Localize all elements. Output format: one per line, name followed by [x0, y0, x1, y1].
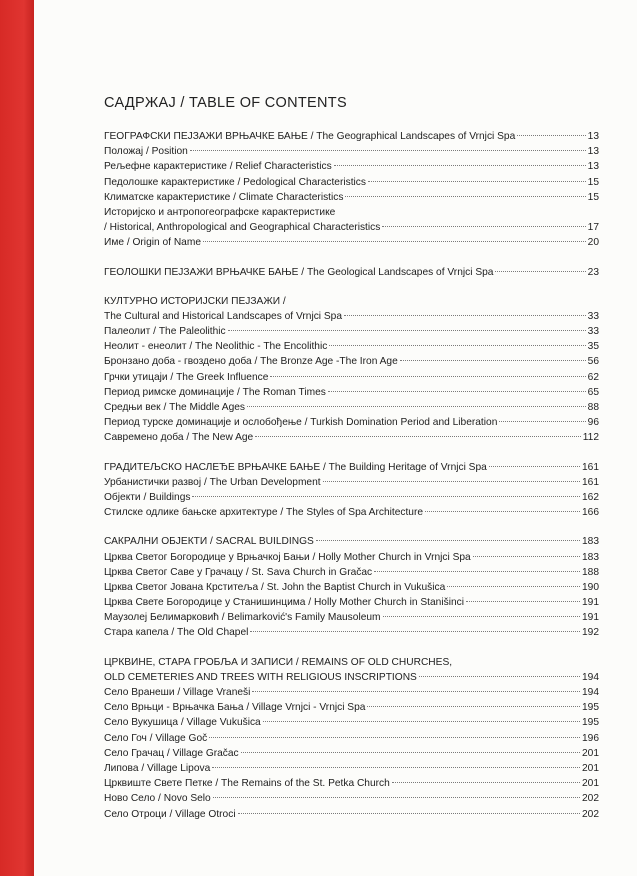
dot-leader	[190, 149, 586, 151]
toc-entry	[104, 776, 599, 791]
toc-entry-title: Стара капела / The Old Chapel	[104, 627, 249, 639]
toc-entry	[104, 354, 599, 369]
toc-entry	[104, 685, 599, 700]
toc-entry	[104, 595, 599, 610]
toc-entry	[104, 144, 599, 159]
toc-entry	[104, 460, 599, 475]
toc-entry-title: Педолошке карактеристике / Pedological Characteristics	[104, 176, 366, 188]
toc-entry	[104, 265, 599, 280]
toc-entry-title: КУЛТУРНО ИСТОРИЈСКИ ПЕЈЗАЖИ /	[104, 295, 286, 307]
dot-leader	[213, 796, 580, 798]
toc-entry-page: 17	[587, 222, 599, 234]
toc-entry-page: 194	[582, 687, 599, 698]
dot-leader	[344, 314, 586, 316]
dot-leader	[228, 329, 586, 331]
toc-entry	[104, 129, 599, 144]
dot-leader	[419, 675, 580, 677]
toc-entry-title: Рељефне карактеристике / Relief Characteristics	[104, 161, 332, 173]
toc-entry-title: Липова / Village Lipova	[104, 762, 211, 774]
toc-entry-page: 183	[582, 536, 599, 548]
dot-leader	[495, 270, 585, 272]
dot-leader	[383, 615, 580, 617]
toc-entry	[104, 190, 599, 205]
toc-entry-title: ЦРКВИНЕ, СТАРА ГРОБЉА И ЗАПИСИ / REMAINS OF OLD CHURCHES,	[104, 656, 453, 668]
toc-entry-title: Црквиште Свете Петке / The Remains of the St. Petka Church	[104, 778, 390, 790]
toc-entry-title: Стилске одлике бањске архитектуре / The Styles of Spa Architecture	[104, 507, 424, 519]
toc-entry-title: Црква Светог Јована Крститеља / St. John the Baptist Church in Vukušica	[104, 581, 446, 593]
toc-entry-title: Период римске доминације / The Roman Times	[104, 386, 326, 398]
book-spine-edge	[0, 0, 34, 876]
dot-leader	[288, 300, 597, 301]
toc-entry-title: Име / Origin of Name	[104, 237, 201, 249]
toc-entry-page: 15	[587, 176, 599, 188]
toc-entry	[104, 159, 599, 174]
toc-entry	[104, 175, 599, 190]
toc-entry-title: САКРАЛНИ ОБЈЕКТИ / SACRAL BUILDINGS	[104, 536, 314, 548]
toc-entry-page: 13	[587, 161, 599, 173]
toc-entry	[104, 430, 599, 445]
toc-entry-title: Село Врњци - Врњачка Бања / Village Vrnjci - Vrnjci Spa	[104, 702, 366, 714]
dot-leader	[238, 812, 580, 814]
toc-entry-title: Историјско и антропогеографске карактеристике	[104, 206, 336, 218]
toc-entry-title: OLD CEMETERIES AND TREES WITH RELIGIOUS INSCRIPTIONS	[104, 671, 417, 683]
toc-section	[104, 655, 599, 822]
toc-entry-page: 190	[582, 581, 599, 593]
toc-section	[104, 265, 599, 280]
dot-leader	[203, 240, 586, 242]
toc-entry-page: 195	[582, 717, 599, 729]
toc-entry-page: 62	[587, 371, 599, 383]
toc-entry-title: Бронзано доба - гвоздено доба / The Bronze Age -The Iron Age	[104, 356, 398, 368]
toc-entry-page: 15	[587, 191, 599, 203]
dot-leader	[263, 720, 580, 722]
toc-section	[104, 129, 599, 251]
toc-entry-title: ГЕОЛОШКИ ПЕЈЗАЖИ ВРЊАЧКЕ БАЊЕ / The Geological Landscapes of Vrnjci Spa	[104, 266, 494, 278]
toc-entry	[104, 309, 599, 324]
toc-entry	[104, 475, 599, 490]
dot-leader	[337, 211, 597, 212]
toc-entry-page: 162	[582, 491, 599, 503]
dot-leader	[329, 344, 585, 346]
toc-entry-title: / Historical, Anthropological and Geographical Characteristics	[104, 222, 381, 234]
toc-entry-page: 65	[587, 386, 599, 398]
dot-leader	[334, 164, 586, 166]
toc-entry-title: Ново Село / Novo Selo	[104, 793, 211, 805]
toc-entry	[104, 324, 599, 339]
dot-leader	[316, 539, 580, 541]
dot-leader	[517, 134, 585, 136]
toc-entry-page: 188	[582, 566, 599, 578]
dot-leader	[425, 510, 580, 512]
toc-entry	[104, 370, 599, 385]
dot-leader	[250, 630, 580, 632]
toc-entry-page: 194	[582, 671, 599, 683]
toc-entry-title: Објекти / Buildings	[104, 491, 191, 503]
toc-entry	[104, 580, 599, 595]
toc-entry-page: 166	[582, 507, 599, 519]
toc-entry	[104, 339, 599, 354]
toc-entry-page: 201	[582, 762, 599, 774]
toc-entry	[104, 415, 599, 430]
toc-section	[104, 534, 599, 640]
toc-entry	[104, 746, 599, 761]
dot-leader	[270, 375, 585, 377]
toc-entry-title: ГЕОГРАФСКИ ПЕЈЗАЖИ ВРЊАЧКЕ БАЊЕ / The Geographical Landscapes of Vrnjci Spa	[104, 131, 516, 142]
toc-entry-page: 33	[587, 310, 599, 322]
toc-entry-page: 13	[587, 131, 599, 142]
toc-entry-page: 13	[587, 146, 599, 158]
toc-entry-title: Климатске карактеристике / Climate Characteristics	[104, 191, 344, 203]
toc-entry-title: Село Вукушица / Village Vukušica	[104, 717, 261, 729]
toc-entry	[104, 220, 599, 235]
toc-entry-title: Село Гоч / Village Goč	[104, 732, 208, 744]
table-of-contents	[104, 129, 599, 836]
dot-leader	[241, 751, 580, 753]
toc-entry-page: 192	[582, 627, 599, 639]
toc-entry-page: 201	[582, 747, 599, 759]
toc-entry	[104, 731, 599, 746]
toc-entry	[104, 505, 599, 520]
dot-leader	[473, 555, 580, 557]
dot-leader	[499, 420, 585, 422]
dot-leader	[328, 390, 586, 392]
toc-entry	[104, 655, 599, 670]
toc-entry-title: ГРАДИТЕЉСКО НАСЛЕЂЕ ВРЊАЧКЕ БАЊЕ / The Building Heritage of Vrnjci Spa	[104, 461, 487, 473]
toc-entry-page: 183	[582, 551, 599, 563]
toc-entry-title: Село Грачац / Village Gračac	[104, 747, 239, 759]
toc-entry	[104, 791, 599, 806]
dot-leader	[345, 195, 585, 197]
page-title: САДРЖАЈ / TABLE OF CONTENTS	[104, 95, 347, 111]
dot-leader	[382, 225, 585, 227]
dot-leader	[374, 570, 580, 572]
toc-entry	[104, 490, 599, 505]
page	[34, 0, 637, 876]
toc-entry-page: 196	[582, 732, 599, 744]
dot-leader	[368, 180, 586, 182]
toc-entry	[104, 761, 599, 776]
toc-entry	[104, 400, 599, 415]
toc-entry	[104, 205, 599, 220]
toc-entry-title: Црква Светог Богородице у Врњачкој Бањи / Holly Mother Church in Vrnjci Spa	[104, 551, 471, 563]
toc-entry	[104, 715, 599, 730]
dot-leader	[367, 705, 580, 707]
dot-leader	[489, 465, 580, 467]
toc-entry-page: 23	[587, 266, 599, 278]
toc-section	[104, 294, 599, 446]
toc-entry-title: Маузолеј Белимарковић / Belimarković's Family Mausoleum	[104, 612, 381, 624]
toc-entry-title: Урбанистички развој / The Urban Development	[104, 476, 321, 488]
toc-entry-page: 195	[582, 702, 599, 714]
toc-entry-page: 202	[582, 793, 599, 805]
toc-entry-title: Грчки утицаји / The Greek Influence	[104, 371, 269, 383]
toc-entry-page: 191	[582, 612, 599, 624]
toc-entry	[104, 565, 599, 580]
toc-entry-title: Село Отроци / Village Otroci	[104, 808, 236, 820]
toc-entry	[104, 534, 599, 549]
toc-entry-title: Палеолит / The Paleolithic	[104, 326, 226, 338]
dot-leader	[252, 690, 580, 692]
toc-entry	[104, 625, 599, 640]
toc-entry-page: 191	[582, 597, 599, 609]
toc-entry	[104, 294, 599, 309]
toc-entry	[104, 700, 599, 715]
dot-leader	[212, 766, 580, 768]
toc-entry-page: 56	[587, 356, 599, 368]
toc-entry	[104, 235, 599, 250]
toc-entry-page: 20	[587, 237, 599, 249]
toc-entry-title: Село Вранеши / Village Vraneši	[104, 687, 251, 698]
dot-leader	[255, 435, 581, 437]
toc-entry-page: 88	[587, 402, 599, 413]
toc-entry-title: Црква Свете Богородице у Станишинцима / Holly Mother Church in Stanišinci	[104, 597, 464, 609]
toc-entry-title: Савремено доба / The New Age	[104, 432, 254, 444]
dot-leader	[247, 405, 586, 407]
toc-entry	[104, 550, 599, 565]
toc-entry-page: 35	[587, 341, 599, 353]
toc-entry-page: 201	[582, 778, 599, 790]
dot-leader	[400, 359, 586, 361]
toc-entry	[104, 807, 599, 822]
dot-leader	[192, 495, 580, 497]
dot-leader	[209, 736, 580, 738]
toc-entry-page: 161	[582, 476, 599, 488]
toc-entry-title: Црква Светог Саве у Грачацу / St. Sava Church in Gračac	[104, 566, 373, 578]
toc-section	[104, 460, 599, 521]
dot-leader	[392, 781, 580, 783]
dot-leader	[466, 600, 580, 602]
toc-entry-page: 96	[587, 417, 599, 429]
toc-entry	[104, 610, 599, 625]
dot-leader	[454, 661, 597, 662]
toc-entry	[104, 385, 599, 400]
toc-entry-page: 202	[582, 808, 599, 820]
toc-entry-title: The Cultural and Historical Landscapes of Vrnjci Spa	[104, 310, 343, 322]
toc-entry-page: 33	[587, 326, 599, 338]
toc-entry-title: Период турске доминације и ослобођење / Turkish Domination Period and Liberation	[104, 417, 498, 429]
dot-leader	[323, 480, 580, 482]
toc-entry-title: Неолит - енеолит / The Neolithic - The Encolithic	[104, 341, 328, 353]
toc-entry	[104, 670, 599, 685]
toc-entry-title: Средњи век / The Middle Ages	[104, 402, 246, 413]
toc-entry-page: 112	[582, 432, 599, 444]
toc-entry-title: Положај / Position	[104, 146, 188, 158]
toc-entry-page: 161	[582, 461, 599, 473]
dot-leader	[447, 585, 580, 587]
